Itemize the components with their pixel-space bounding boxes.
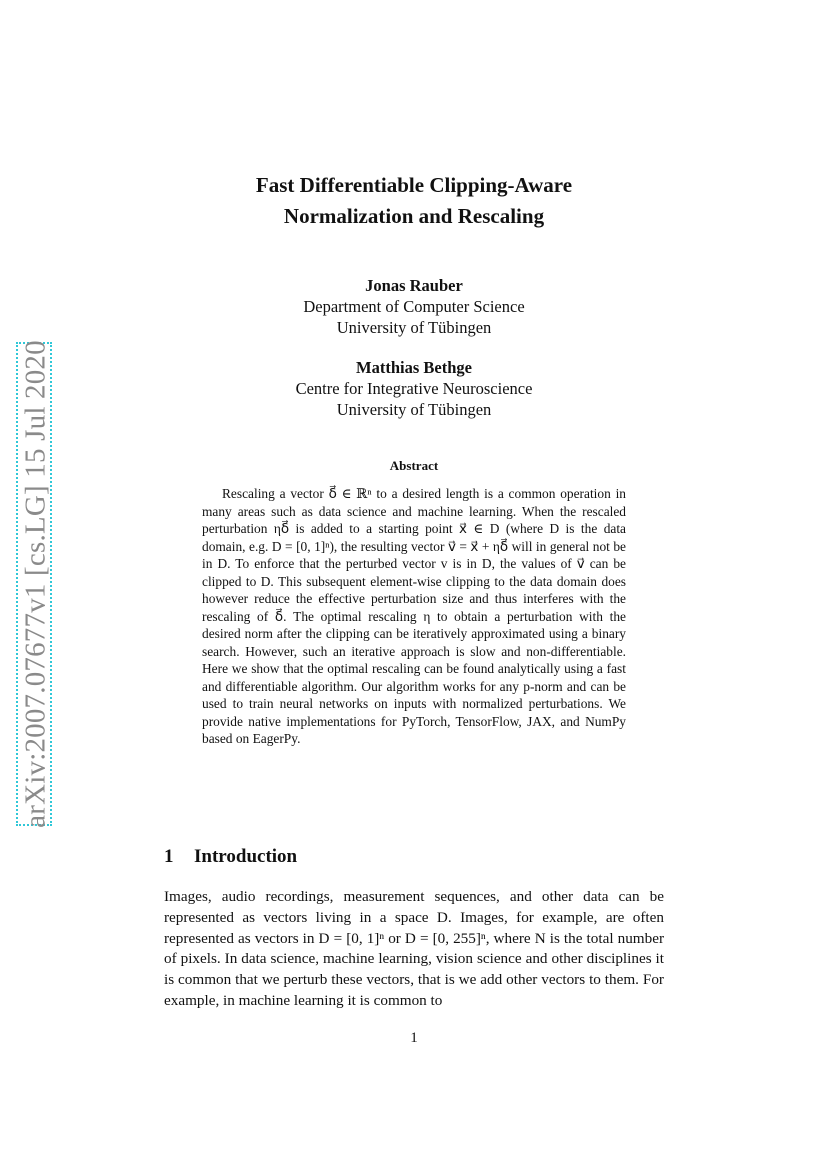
title-line-2: Normalization and Rescaling bbox=[283, 204, 545, 228]
author-1 bbox=[164, 275, 664, 338]
title-line-1: Fast Differentiable Clipping-Aware bbox=[255, 173, 573, 197]
author-2 bbox=[164, 357, 664, 420]
section-number: 1 bbox=[164, 846, 174, 867]
author-department: Department of Computer Science bbox=[303, 297, 525, 316]
introduction-text: Images, audio recordings, measurement sequences, and other data can be represented as vectors living in a space D. Images, for example, are often represented as vectors in D = [0, 1]ⁿ or D = [0, 255]ⁿ, where N is the total number of pixels. In data science, machine learning, vision science and other disciplines it is common that we perturb these vectors, that is we add other vectors to them. For example, in machine learning it is common to bbox=[164, 888, 664, 1009]
author-department: Centre for Integrative Neuroscience bbox=[295, 379, 533, 398]
paper-title bbox=[164, 170, 664, 232]
arxiv-identifier: arXiv:2007.07677v1 [cs.LG] 15 Jul 2020 bbox=[19, 340, 52, 828]
author-name: Jonas Rauber bbox=[365, 276, 463, 295]
author-institution: University of Tübingen bbox=[336, 400, 492, 419]
section-title: Introduction bbox=[194, 846, 298, 867]
page-number: 1 bbox=[410, 1030, 418, 1046]
section-heading bbox=[164, 846, 297, 868]
author-name: Matthias Bethge bbox=[356, 358, 472, 377]
abstract-heading: Abstract bbox=[389, 458, 439, 473]
author-institution: University of Tübingen bbox=[336, 318, 492, 337]
abstract-text: Rescaling a vector δ⃗ ∈ ℝⁿ to a desired length is a common operation in many areas such as data science and machine learning. When the rescaled perturbation ηδ⃗ is added to a starting point x⃗ ∈ D (where D is the data domain, e.g. D = [0, 1]ⁿ), the resulting vector v⃗ = x⃗ + ηδ⃗ will in general not be in D. To enforce that the perturbed vector v is in D, the values of v⃗ can be clipped to D. This subsequent element-wise clipping to the data domain does however reduce the effective perturbation size and thus interferes with the rescaling of δ⃗. The optimal rescaling η to obtain a perturbation with the desired norm after the clipping can be iteratively approximated using a binary search. However, such an iterative approach is slow and non-differentiable. Here we show that the optimal rescaling can be found analytically using a fast and differentiable algorithm. Our algorithm works for any p-norm and can be used to train neural networks on inputs with normalized perturbations. We provide native implementations for PyTorch, TensorFlow, JAX, and NumPy based on EagerPy. bbox=[202, 486, 626, 746]
